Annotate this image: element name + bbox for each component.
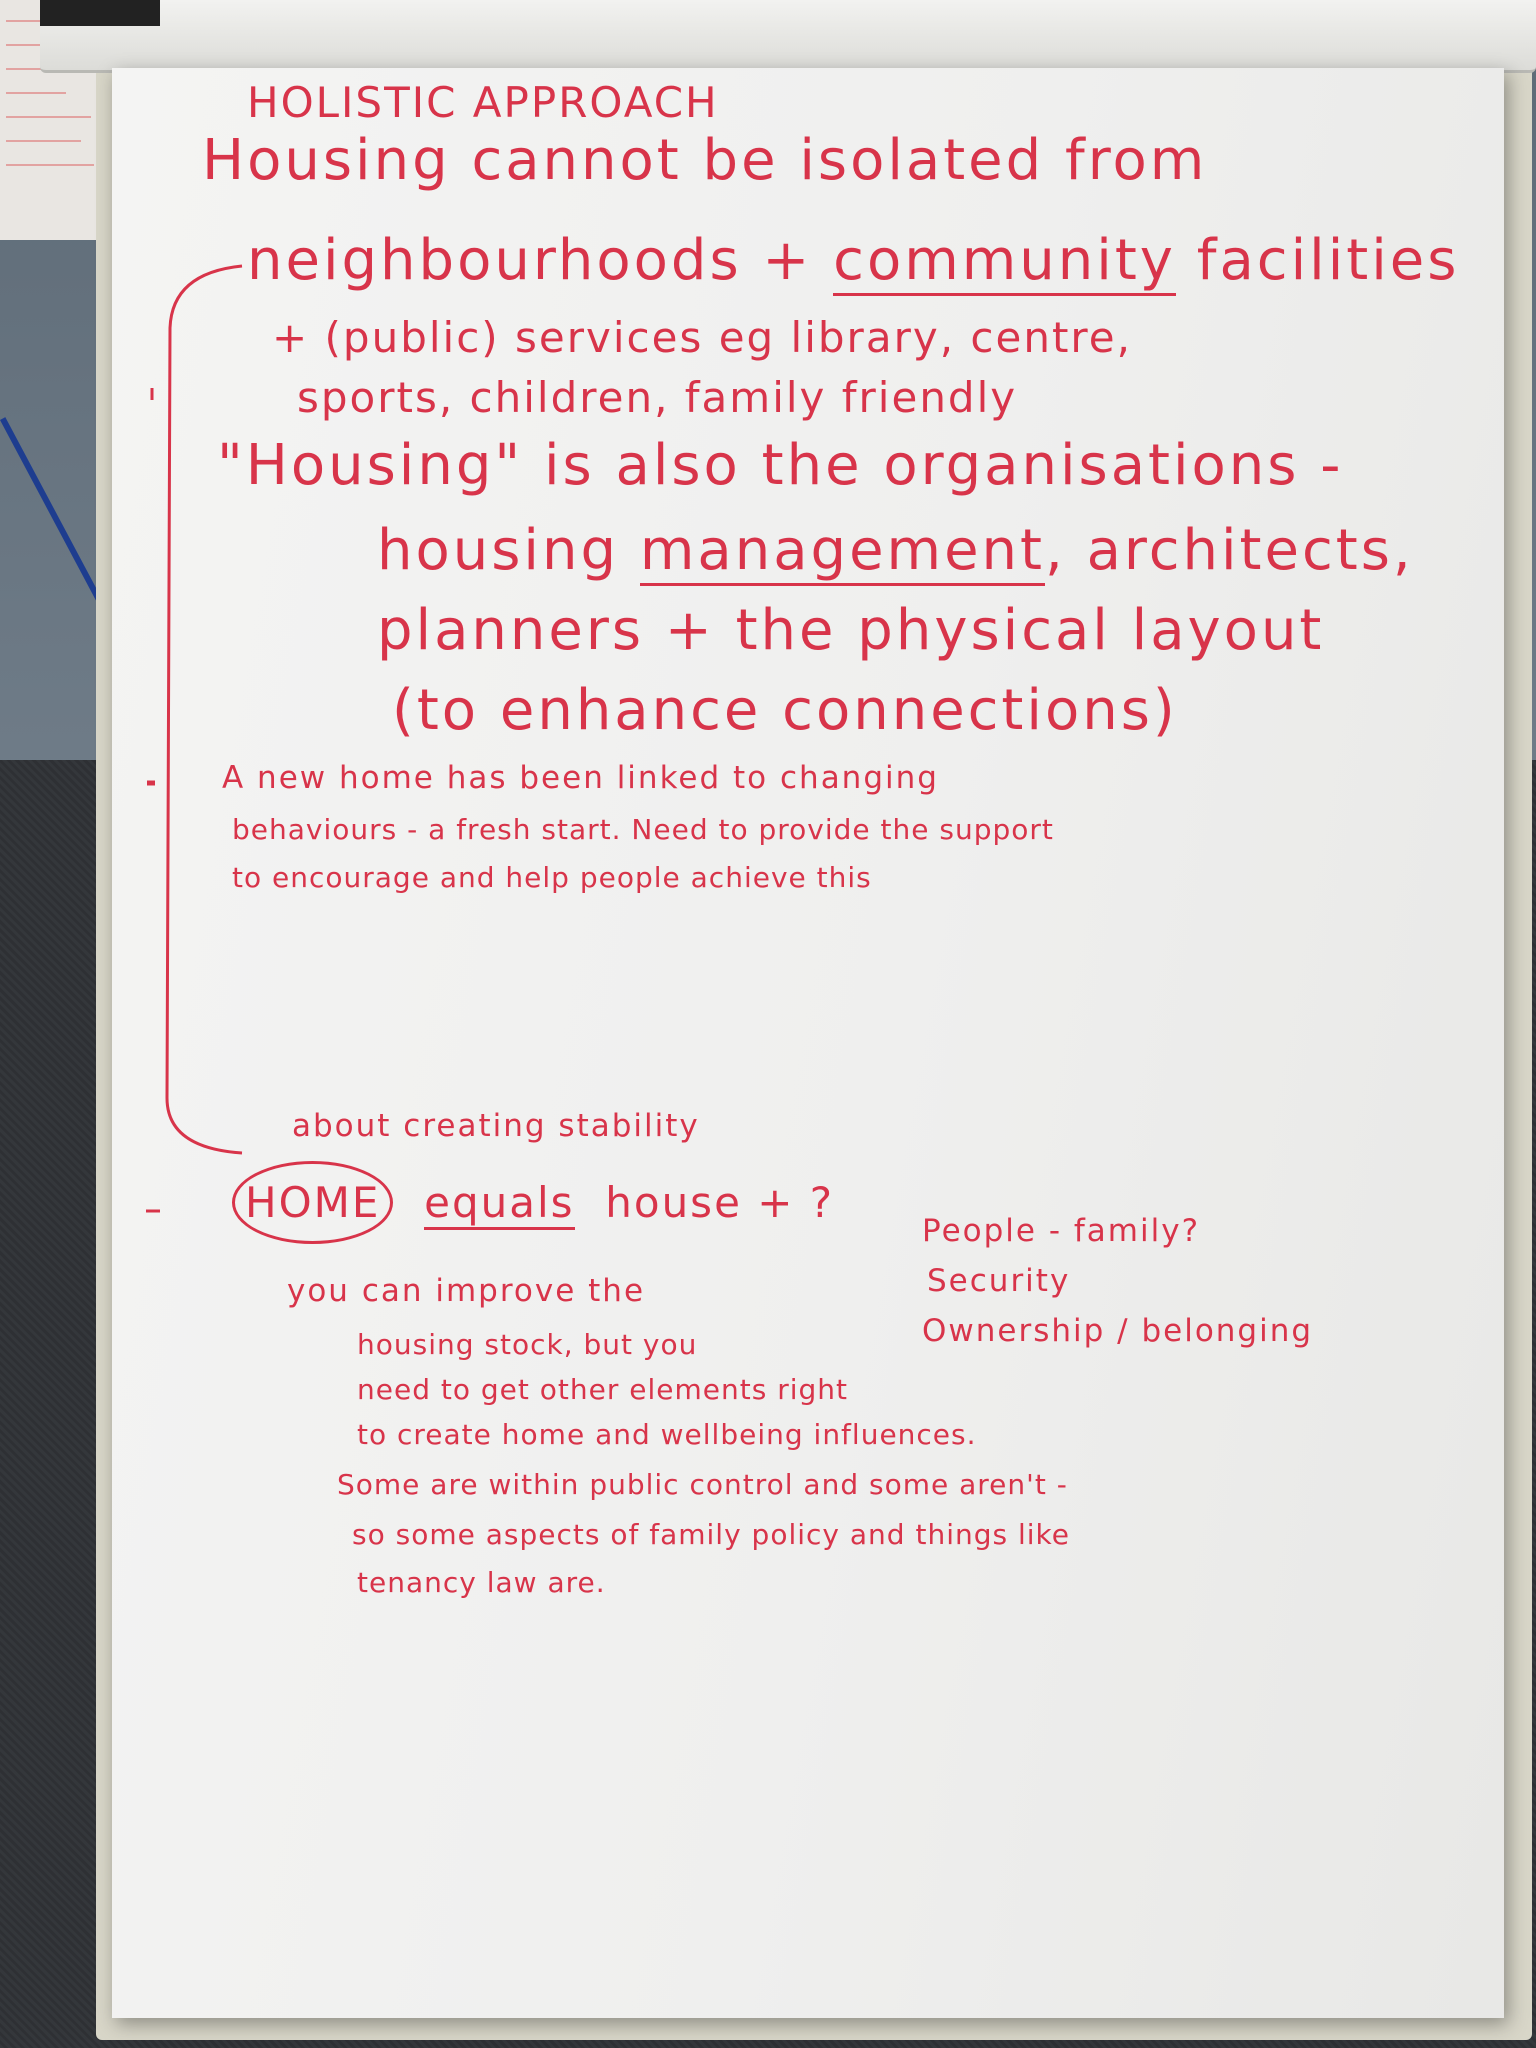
note-line: housing stock, but you <box>357 1328 698 1361</box>
note-fragment: house + ? <box>605 1178 835 1227</box>
note-line <box>247 228 1459 293</box>
note-line: to encourage and help people achieve this <box>232 861 872 894</box>
note-line: (to enhance connections) <box>392 678 1178 743</box>
note-line: so some aspects of family policy and things like <box>352 1518 1070 1551</box>
note-fragment: , architects, <box>1044 518 1414 583</box>
note-fragment: is also the organisations - <box>543 433 1344 498</box>
flipchart-sheet <box>112 68 1504 2018</box>
note-line: about creating stability <box>292 1108 700 1144</box>
note-line: People - family? <box>922 1213 1201 1249</box>
note-line: to create home and wellbeing influences. <box>357 1418 977 1451</box>
note-line: Security <box>927 1263 1071 1299</box>
note-fragment: facilities <box>1196 228 1460 293</box>
note-line: need to get other elements right <box>357 1373 848 1406</box>
note-line: planners + the physical layout <box>377 598 1325 663</box>
note-line: Some are within public control and some aren't - <box>337 1468 1068 1501</box>
note-line: + (public) services eg library, centre, <box>272 313 1132 362</box>
note-fragment: housing <box>377 518 620 583</box>
note-line: tenancy law are. <box>357 1566 606 1599</box>
note-fragment: neighbourhoods + <box>247 228 813 293</box>
note-line: behaviours - a fresh start. Need to provide the support <box>232 813 1054 846</box>
note-line <box>232 1178 834 1227</box>
note-underlined-word: community <box>833 228 1176 296</box>
note-line: Housing cannot be isolated from <box>202 128 1208 193</box>
note-line: Ownership / belonging <box>922 1313 1314 1349</box>
circled-word: HOME <box>232 1161 393 1244</box>
note-line <box>217 433 1343 498</box>
note-line: you can improve the <box>287 1273 646 1309</box>
easel-clamp <box>40 0 160 26</box>
heading-title: HOLISTIC APPROACH <box>247 78 719 127</box>
note-line <box>377 518 1414 583</box>
note-fragment: "Housing" <box>217 433 524 498</box>
flipped-sheets <box>40 0 1536 73</box>
note-line: A new home has been linked to changing <box>222 760 939 796</box>
note-line: sports, children, family friendly <box>297 373 1018 422</box>
note-underlined-word: management <box>640 518 1045 586</box>
note-underlined-word: equals <box>424 1178 574 1230</box>
